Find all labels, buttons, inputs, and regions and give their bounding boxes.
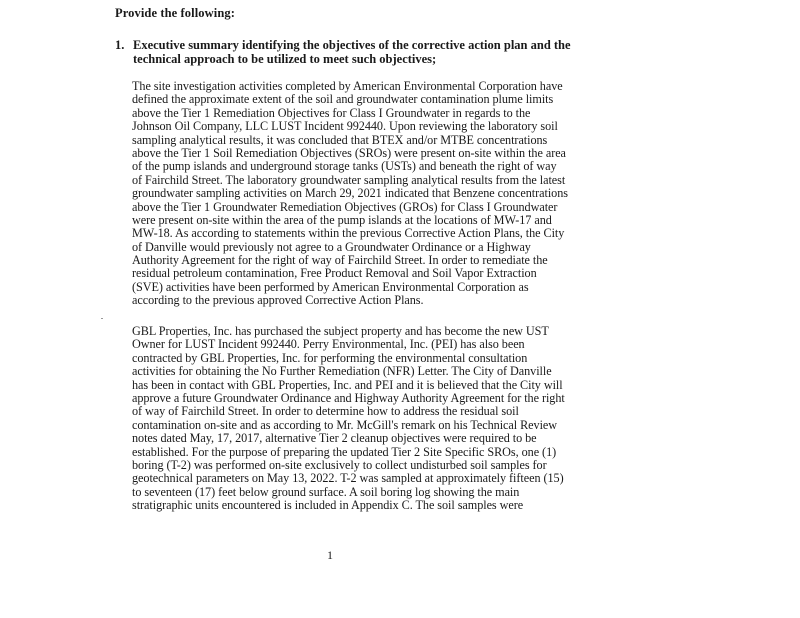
text-line: boring (T-2) was performed on-site exclusively to collect undisturbed soil samples for bbox=[132, 457, 547, 472]
text-line: to seventeen (17) feet below ground surface. A soil boring log showing the main bbox=[132, 484, 520, 499]
text-line: according to the previous approved Corrective Action Plans. bbox=[132, 293, 424, 308]
item-title-line: Executive summary identifying the objectives of the corrective action plan and the bbox=[133, 38, 571, 52]
text-line: stratigraphic units encountered is included in Appendix C. The soil samples were bbox=[132, 498, 524, 513]
text-line: The site investigation activities completed by American Environmental Corporation have bbox=[132, 79, 563, 93]
text-line: above the Tier 1 Remediation Objectives for Class I Groundwater in regards to the bbox=[132, 105, 531, 120]
text-line: sampling analytical results, it was concluded that BTEX and/or MTBE concentrations bbox=[132, 132, 548, 147]
text-line: of way of Fairchild Street. In order to determine how to address the residual soil bbox=[132, 404, 519, 419]
paragraph-2 bbox=[132, 325, 577, 512]
text-line: groundwater sampling activities on March 29, 2021 indicated that Benzene concentrations bbox=[132, 186, 568, 201]
text-line: (SVE) activities have been performed by American Environmental Corporation as bbox=[132, 279, 529, 294]
text-line: Johnson Oil Company, LLC LUST Incident 992440. Upon reviewing the laboratory soil bbox=[132, 119, 558, 134]
section-heading: Provide the following: bbox=[115, 6, 236, 20]
text-line: activities for obtaining the No Further Remediation (NFR) Letter. The City of Danville bbox=[132, 364, 552, 379]
text-line: Owner for LUST Incident 992440. Perry Environmental, Inc. (PEI) has also been bbox=[132, 337, 525, 352]
text-line: contracted by GBL Properties, Inc. for performing the environmental consultation bbox=[132, 350, 528, 365]
item-title-line: technical approach to be utilized to meet such objectives; bbox=[133, 52, 437, 66]
text-line: residual petroleum contamination, Free Product Removal and Soil Vapor Extraction bbox=[132, 266, 537, 281]
text-line: of Danville would previously not agree to a Groundwater Ordinance or a Highway bbox=[132, 239, 531, 254]
scan-speck bbox=[101, 318, 103, 319]
item-title bbox=[133, 38, 573, 66]
page-number: 1 bbox=[327, 548, 333, 562]
text-line: approve a future Groundwater Ordinance and Highway Authority Agreement for the right bbox=[132, 390, 565, 405]
text-line: GBL Properties, Inc. has purchased the subject property and has become the new UST bbox=[132, 324, 549, 338]
text-line: MW-18. As according to statements within the previous Corrective Action Plans, the City bbox=[132, 226, 565, 241]
text-line: above the Tier 1 Groundwater Remediation Objectives (GROs) for Class I Groundwater bbox=[132, 199, 558, 214]
text-line: defined the approximate extent of the soil and groundwater contamination plume limits bbox=[132, 92, 554, 107]
text-line: of Fairchild Street. The laboratory groundwater sampling analytical results from the latest bbox=[132, 172, 566, 187]
text-line: geotechnical parameters on May 13, 2022. T-2 was sampled at approximately fifteen (15) bbox=[132, 471, 564, 486]
item-number: 1. bbox=[115, 38, 125, 52]
text-line: contamination on-site and as according to Mr. McGill's remark on his Technical Review bbox=[132, 417, 558, 432]
paragraph-1 bbox=[132, 80, 577, 308]
text-line: of the pump islands and underground storage tanks (USTs) and beneath the right of way bbox=[132, 159, 557, 174]
text-line: established. For the purpose of preparing the updated Tier 2 Site Specific SROs, one (1) bbox=[132, 444, 557, 459]
text-line: Authority Agreement for the right of way of Fairchild Street. In order to remediate the bbox=[132, 253, 548, 268]
text-line: has been in contact with GBL Properties, Inc. and PEI and it is believed that the City will bbox=[132, 377, 563, 392]
text-line: above the Tier 1 Soil Remediation Objectives (SROs) were present on-site within the area bbox=[132, 145, 566, 160]
text-line: were present on-site within the area of the pump islands at the locations of MW-17 and bbox=[132, 212, 552, 227]
text-line: notes dated May, 17, 2017, alternative Tier 2 cleanup objectives were required to be bbox=[132, 431, 537, 446]
